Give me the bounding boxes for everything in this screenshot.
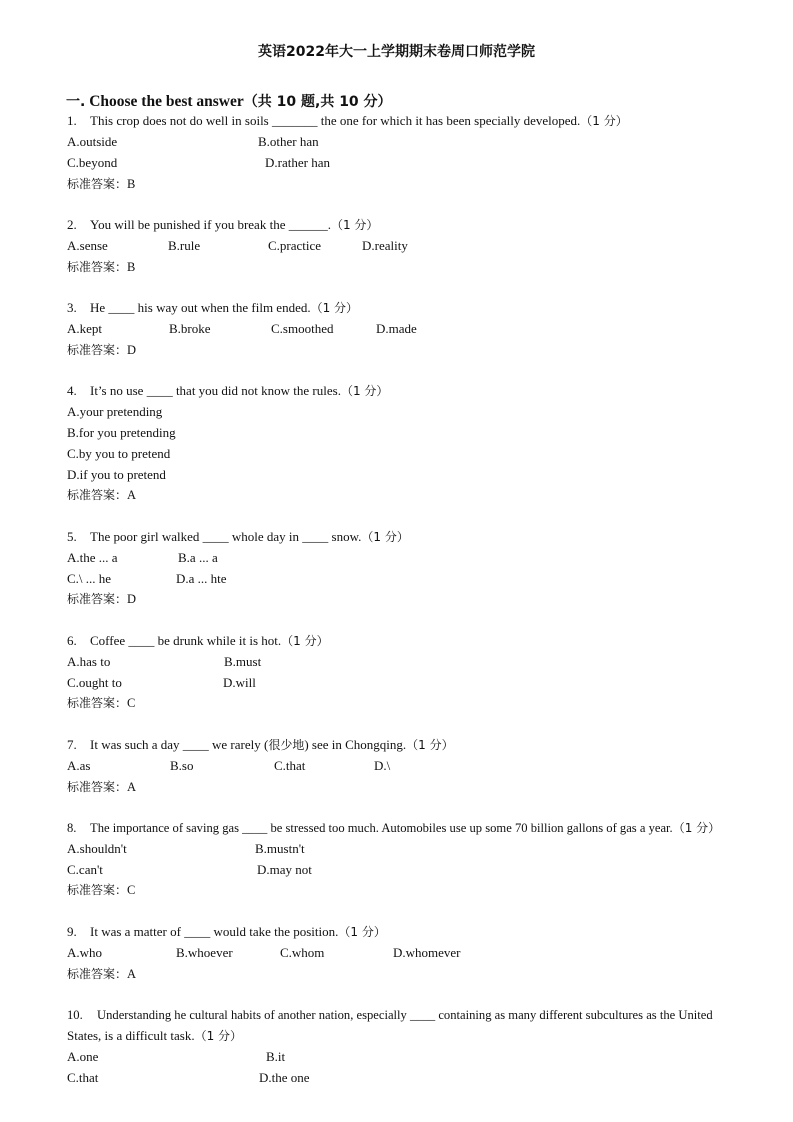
question-text-cjk: 很少地 <box>268 738 305 752</box>
section-prefix: 一. <box>66 94 86 110</box>
section-heading <box>66 91 392 111</box>
question-3-answer <box>67 342 136 358</box>
question-8-option-d: D.may not <box>257 862 312 877</box>
question-3-option-a: A.kept <box>67 321 103 336</box>
question-7-option-c: C.that <box>274 758 306 773</box>
question-9-option-b: B.whoever <box>176 945 233 960</box>
question-score: （1 分） <box>281 634 329 648</box>
question-5-option-d: D.a ... hte <box>176 571 227 586</box>
question-text: Understanding he cultural habits of another nation, especially ____ containing as many different subcultures as the United <box>97 1008 713 1022</box>
question-2-option-c: C.practice <box>268 238 322 253</box>
question-6-stem <box>67 633 329 649</box>
question-1-option-b: B.other han <box>258 134 319 149</box>
question-number: 3. <box>67 300 77 315</box>
question-score: （1 分） <box>310 301 359 315</box>
question-2-option-d: D.reality <box>362 238 408 253</box>
question-6-option-a: A.has to <box>67 654 111 669</box>
question-2-option-b: B.rule <box>168 238 201 253</box>
answer-label: 标准答案： <box>67 343 128 357</box>
question-5-stem <box>67 529 409 545</box>
question-1-option-c: C.beyond <box>67 155 118 170</box>
question-number: 6. <box>67 633 77 648</box>
answer-value: C <box>127 883 136 897</box>
question-8-stem <box>67 820 720 836</box>
question-text: It’s no use ____ that you did not know the rules. <box>90 383 341 398</box>
question-5-answer <box>67 591 136 607</box>
question-1-stem <box>67 113 628 129</box>
answer-label: 标准答案： <box>67 488 128 502</box>
question-5-option-a: A.the ... a <box>67 550 118 565</box>
answer-value: D <box>127 343 137 357</box>
question-text: The poor girl walked ____ whole day in ____ snow. <box>90 529 362 544</box>
answer-label: 标准答案： <box>67 260 128 274</box>
question-10-option-a: A.one <box>67 1049 99 1064</box>
question-4-answer <box>67 487 136 503</box>
question-2-answer <box>67 259 135 275</box>
question-1-answer <box>67 176 135 192</box>
question-number: 4. <box>67 383 77 398</box>
answer-value: B <box>127 260 136 274</box>
answer-value: C <box>127 696 136 710</box>
question-text: This crop does not do well in soils _______ the one for which it has been specially developed. <box>90 113 581 128</box>
question-8-option-c: C.can't <box>67 862 103 877</box>
question-4-option-a: A.your pretending <box>67 404 163 419</box>
answer-label: 标准答案： <box>67 696 128 710</box>
answer-value: A <box>127 967 137 981</box>
question-9-stem <box>67 924 386 940</box>
question-2-option-a: A.sense <box>67 238 108 253</box>
question-6-answer <box>67 695 135 711</box>
question-3-option-b: B.broke <box>169 321 211 336</box>
question-number: 8. <box>67 821 77 835</box>
answer-label: 标准答案： <box>67 177 128 191</box>
question-2-stem <box>67 217 378 233</box>
question-score: （1 分） <box>361 530 409 544</box>
question-number: 7. <box>67 737 77 752</box>
question-10-stem-line-2 <box>67 1028 242 1044</box>
question-score: （1 分） <box>194 1029 243 1043</box>
section-heading-text: Choose the best answer <box>89 93 244 110</box>
question-3-option-c: C.smoothed <box>271 321 334 336</box>
answer-label: 标准答案： <box>67 780 128 794</box>
question-8-answer <box>67 882 135 898</box>
question-7-option-d: D.\ <box>374 758 391 773</box>
answer-value: B <box>127 177 136 191</box>
question-6-option-d: D.will <box>223 675 256 690</box>
question-4-option-d: D.if you to pretend <box>67 467 166 482</box>
question-text-end: ) see in Chongqing. <box>304 737 407 752</box>
question-3-stem <box>67 300 358 316</box>
question-number: 5. <box>67 529 77 544</box>
answer-label: 标准答案： <box>67 592 128 606</box>
question-7-answer <box>67 779 136 795</box>
question-score: （1 分） <box>338 925 386 939</box>
question-9-option-d: D.whomever <box>393 945 461 960</box>
question-4-option-b: B.for you pretending <box>67 425 176 440</box>
question-number: 1. <box>67 113 77 128</box>
question-text: You will be punished if you break the ______. <box>90 217 331 232</box>
answer-label: 标准答案： <box>67 883 128 897</box>
page-title: 英语2022年大一上学期期末卷周口师范学院 <box>258 44 535 60</box>
question-text: States, is a difficult task. <box>67 1028 195 1043</box>
answer-value: A <box>127 488 137 502</box>
question-score: （1 分） <box>406 738 454 752</box>
question-7-stem <box>67 737 454 753</box>
question-6-option-c: C.ought to <box>67 675 122 690</box>
question-text: Coffee ____ be drunk while it is hot. <box>90 633 282 648</box>
question-1-option-d: D.rather han <box>265 155 330 170</box>
question-5-option-b: B.a ... a <box>178 550 218 565</box>
question-4-stem <box>67 383 388 399</box>
question-text: The importance of saving gas ____ be stressed too much. Automobiles use up some 70 billion gallons of gas a year. <box>90 821 673 835</box>
question-5-option-c: C.\ ... he <box>67 571 112 586</box>
answer-value: D <box>127 592 137 606</box>
question-7-option-b: B.so <box>170 758 194 773</box>
question-4-option-c: C.by you to pretend <box>67 446 171 461</box>
question-score: （1 分） <box>672 821 721 835</box>
question-number: 9. <box>67 924 77 939</box>
question-10-option-b: B.it <box>266 1049 286 1064</box>
question-3-option-d: D.made <box>376 321 417 336</box>
question-text: It was such a day ____ we rarely ( <box>90 737 269 752</box>
question-9-answer <box>67 966 136 982</box>
question-number: 2. <box>67 217 77 232</box>
question-9-option-a: A.who <box>67 945 103 960</box>
question-text: He ____ his way out when the film ended. <box>90 300 311 315</box>
answer-value: A <box>127 780 137 794</box>
question-8-option-a: A.shouldn't <box>67 841 127 856</box>
question-number: 10. <box>67 1008 83 1022</box>
question-10-option-c: C.that <box>67 1070 99 1085</box>
question-score: （1 分） <box>330 218 379 232</box>
question-10-option-d: D.the one <box>259 1070 310 1085</box>
question-9-option-c: C.whom <box>280 945 325 960</box>
question-score: （1 分） <box>340 384 389 398</box>
answer-label: 标准答案： <box>67 967 128 981</box>
question-score: （1 分） <box>580 114 628 128</box>
question-6-option-b: B.must <box>224 654 262 669</box>
question-10-stem-line-1 <box>67 1007 713 1023</box>
section-count: （共 10 题,共 10 分） <box>243 94 392 110</box>
question-8-option-b: B.mustn't <box>255 841 305 856</box>
question-1-option-a: A.outside <box>67 134 118 149</box>
question-text: It was a matter of ____ would take the position. <box>90 924 339 939</box>
question-7-option-a: A.as <box>67 758 91 773</box>
